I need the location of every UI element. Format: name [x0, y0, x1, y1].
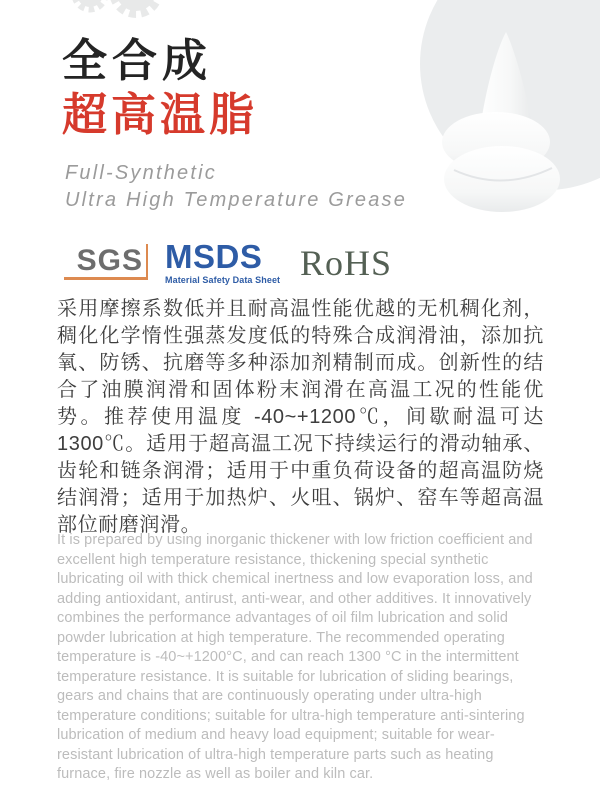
msds-logo-subtext: Material Safety Data Sheet — [165, 275, 281, 285]
rohs-logo: RoHS — [300, 243, 393, 283]
sgs-logo-accent-line — [146, 244, 149, 280]
subtitle-en-line2: Ultra High Temperature Grease — [65, 189, 408, 211]
subtitle-en-line1: Full-Synthetic — [65, 162, 217, 184]
description-english: It is prepared by using inorganic thickener with low friction coefficient and excellent high temperature resistance, thickening special synthetic lubricating oil with thick chemical inertness and low evaporation loss, and adding antioxidant, antirust, anti-wear, and other additives. It innovatively combines the performance advantages of oil film lubrication and solid powder lubrication at high temperature. The recommended operating temperature is -40~+1200°C, and can reach 1300 °C in the intermittent temperature resistance. It is suitable for lubrication of sliding bearings, gears and chains that are continuously operating under ultra-high temperature conditions; suitable for ultra-high temperature anti-sintering lubrication of medium and heavy load equipment; suitable for wear-resistant lubrication of ultra-high temperature parts such as heating furnace, fire nozzle as well as boiler and kiln car. — [57, 532, 533, 782]
msds-logo-text: MSDS — [165, 238, 263, 275]
msds-logo — [165, 240, 285, 285]
sgs-logo-text: SGS — [76, 244, 143, 277]
certification-logos — [0, 240, 600, 292]
description-chinese: 采用摩擦系数低并且耐高温性能优越的无机稠化剂，稠化化学惰性强蒸发度低的特殊合成润滑油，添加抗氧、防锈、抗磨等多种添加剂精制而成。创新性的结合了油膜润滑和固体粉末润滑在高温工况的性能优势。推荐使用温度 -40~+1200℃，间歇耐温可达 1300℃。适用于超高温工况下持续运行的滑动轴承、齿轮和链条润滑；适用于中重负荷设备的超高温防烧结润滑；适用于加热炉、火咀、锅炉、窑车等超高温部位耐磨润滑。 — [57, 298, 544, 536]
grease-bottom-roll — [444, 146, 560, 212]
page-title — [62, 34, 258, 142]
grease-swirl-image — [438, 24, 568, 224]
subtitle-en — [65, 160, 407, 214]
title-cn-red: 超高温脂 — [62, 89, 259, 140]
sgs-logo — [64, 242, 148, 280]
small-gear-icon — [75, 0, 105, 9]
title-cn-black: 全合成 — [62, 35, 213, 86]
gear-icons — [70, 0, 200, 30]
large-gear-icon — [113, 0, 159, 14]
